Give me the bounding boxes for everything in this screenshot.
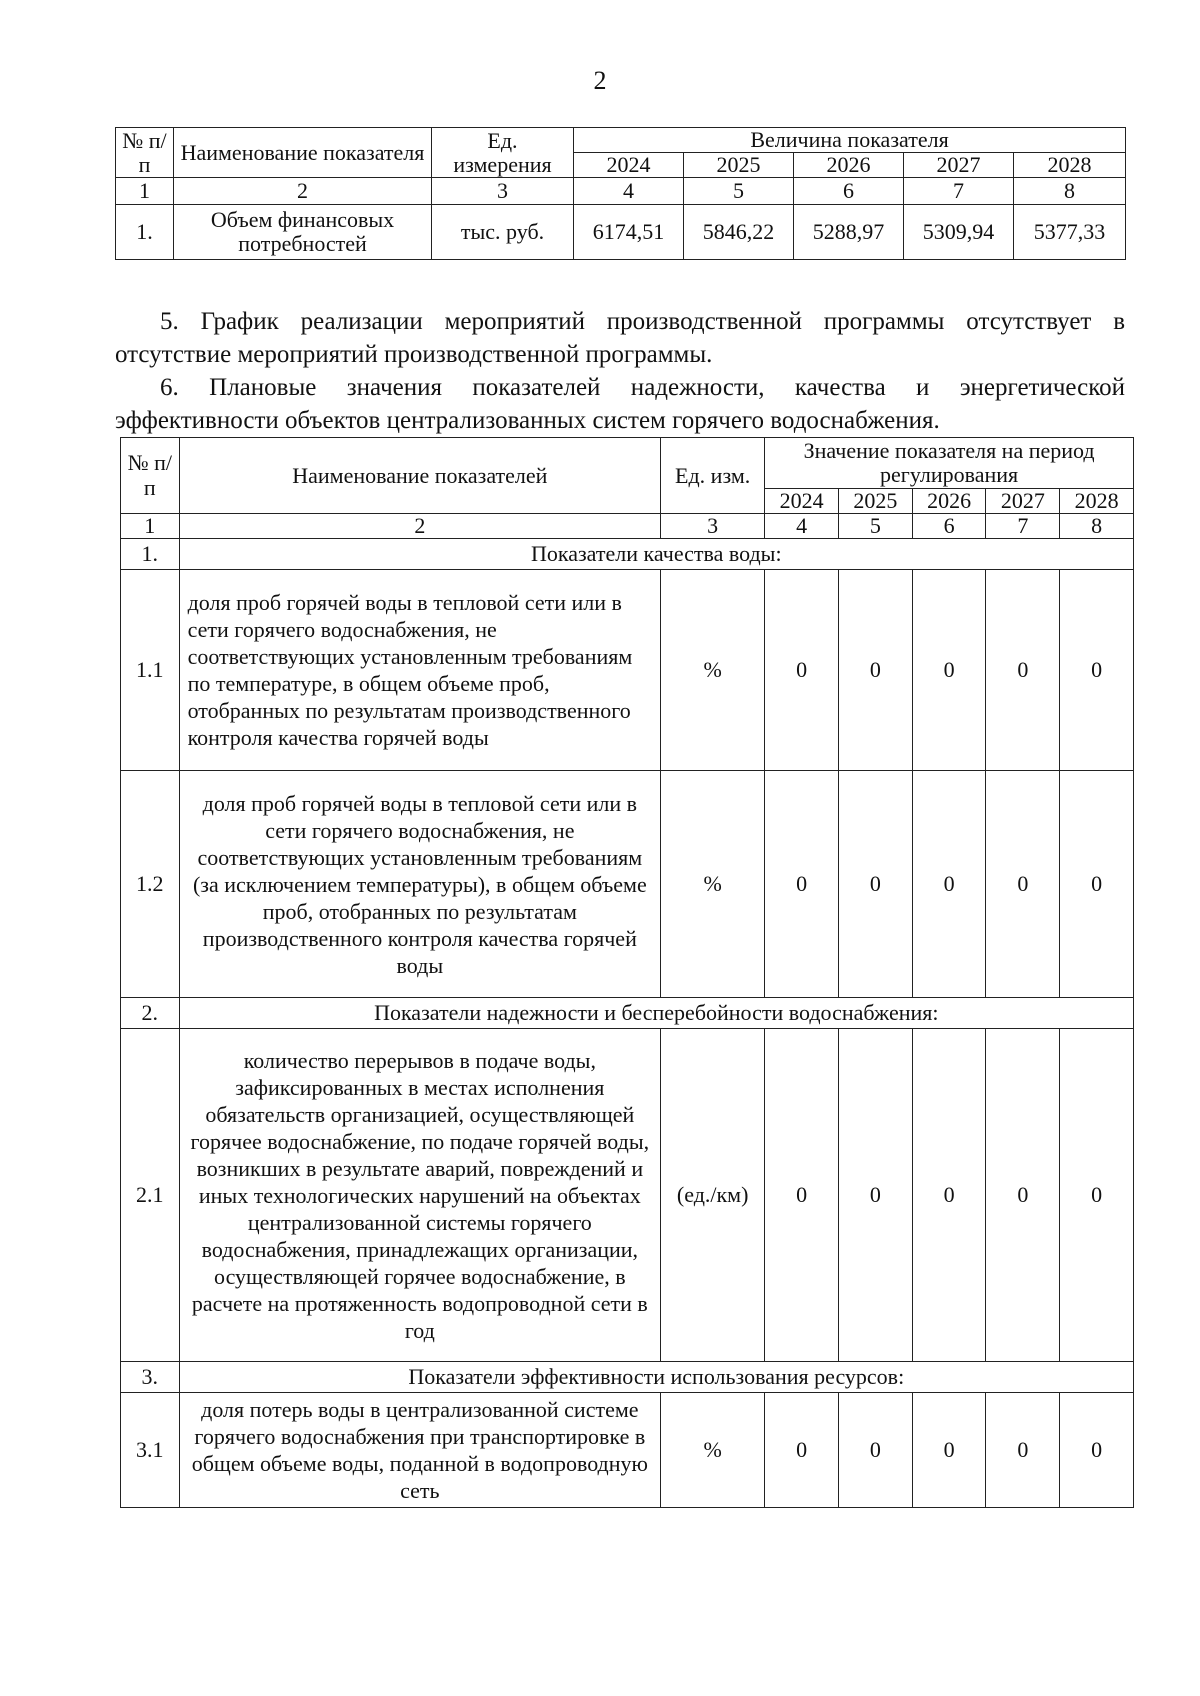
row-num: 1. <box>116 205 174 260</box>
body-text <box>115 305 1125 437</box>
col-number: 2 <box>179 514 661 539</box>
section-num: 1. <box>121 539 180 570</box>
section-row <box>121 998 1134 1029</box>
table-row <box>116 205 1126 260</box>
section-num: 2. <box>121 998 180 1029</box>
row-value: 0 <box>912 570 986 771</box>
header-name: Наименование показателя <box>174 128 432 178</box>
section-title: Показатели надежности и бесперебойности водоснабжения: <box>179 998 1133 1029</box>
row-num: 3.1 <box>121 1393 180 1508</box>
header-year: 2028 <box>1014 153 1126 178</box>
row-name: Объем финансовых потребностей <box>174 205 432 260</box>
row-value: 0 <box>1060 1393 1134 1508</box>
row-unit: % <box>661 570 765 771</box>
row-value: 0 <box>1060 771 1134 998</box>
header-year: 2028 <box>1060 489 1134 514</box>
header-year: 2027 <box>904 153 1014 178</box>
header-year: 2026 <box>912 489 986 514</box>
row-value: 0 <box>986 1029 1060 1362</box>
row-value: 0 <box>986 771 1060 998</box>
column-numbers-row <box>121 514 1134 539</box>
row-value: 0 <box>912 771 986 998</box>
col-number: 1 <box>121 514 180 539</box>
header-value: Величина показателя <box>574 128 1126 153</box>
paragraph-6: 6. Плановые значения показателей надежности, качества и энергетической эффективности объектов централизованных систем горячего водоснабжения. <box>115 374 1125 434</box>
row-value: 0 <box>765 570 839 771</box>
row-num: 1.2 <box>121 771 180 998</box>
row-value: 0 <box>986 1393 1060 1508</box>
header-num: № п/п <box>121 438 180 514</box>
header-num: № п/п <box>116 128 174 178</box>
header-year: 2024 <box>765 489 839 514</box>
financial-needs-table <box>115 127 1126 260</box>
col-number: 6 <box>912 514 986 539</box>
section-row <box>121 539 1134 570</box>
section-title: Показатели эффективности использования ресурсов: <box>179 1362 1133 1393</box>
row-value: 0 <box>765 1393 839 1508</box>
col-number: 7 <box>904 178 1014 205</box>
row-value: 5846,22 <box>684 205 794 260</box>
row-unit: % <box>661 1393 765 1508</box>
col-number: 3 <box>661 514 765 539</box>
row-value: 5309,94 <box>904 205 1014 260</box>
header-name: Наименование показателей <box>179 438 661 514</box>
table-row <box>121 570 1134 771</box>
row-value: 5288,97 <box>794 205 904 260</box>
header-year: 2024 <box>574 153 684 178</box>
col-number: 8 <box>1014 178 1126 205</box>
col-number: 3 <box>432 178 574 205</box>
col-number: 7 <box>986 514 1060 539</box>
table-row <box>121 1393 1134 1508</box>
header-year: 2025 <box>684 153 794 178</box>
paragraph-5: 5. График реализации мероприятий производственной программы отсутствует в отсутствие мероприятий производственной программы. <box>115 308 1125 368</box>
row-unit: (ед./км) <box>661 1029 765 1362</box>
row-value: 0 <box>765 771 839 998</box>
row-value: 0 <box>1060 570 1134 771</box>
header-value: Значение показателя на период регулирования <box>765 438 1134 489</box>
col-number: 5 <box>838 514 912 539</box>
row-value: 0 <box>838 771 912 998</box>
row-value: 0 <box>912 1393 986 1508</box>
col-number: 6 <box>794 178 904 205</box>
row-unit: тыс. руб. <box>432 205 574 260</box>
row-num: 1.1 <box>121 570 180 771</box>
col-number: 5 <box>684 178 794 205</box>
row-value: 6174,51 <box>574 205 684 260</box>
row-name: доля проб горячей воды в тепловой сети или в сети горячего водоснабжения, не соответствующих установленным требованиям (за исключением температуры), в общем объеме проб, отобранных по результатам производственного контроля качества горячей воды <box>179 771 661 998</box>
row-value: 0 <box>1060 1029 1134 1362</box>
section-title: Показатели качества воды: <box>179 539 1133 570</box>
col-number: 4 <box>765 514 839 539</box>
header-unit: Ед. изм. <box>661 438 765 514</box>
col-number: 8 <box>1060 514 1134 539</box>
row-value: 0 <box>912 1029 986 1362</box>
row-value: 0 <box>838 1393 912 1508</box>
section-row <box>121 1362 1134 1393</box>
row-value: 0 <box>986 570 1060 771</box>
row-value: 5377,33 <box>1014 205 1126 260</box>
page-number: 2 <box>593 66 607 95</box>
col-number: 1 <box>116 178 174 205</box>
col-number: 2 <box>174 178 432 205</box>
row-value: 0 <box>838 570 912 771</box>
section-num: 3. <box>121 1362 180 1393</box>
table-row <box>121 771 1134 998</box>
header-year: 2026 <box>794 153 904 178</box>
table-row <box>121 1029 1134 1362</box>
row-name: доля потерь воды в централизованной системе горячего водоснабжения при транспортировке в общем объеме воды, поданной в водопроводную сеть <box>179 1393 661 1508</box>
col-number: 4 <box>574 178 684 205</box>
row-unit: % <box>661 771 765 998</box>
row-num: 2.1 <box>121 1029 180 1362</box>
header-unit: Ед. измерения <box>432 128 574 178</box>
column-numbers-row <box>116 178 1126 205</box>
row-value: 0 <box>765 1029 839 1362</box>
header-year: 2025 <box>838 489 912 514</box>
row-name: количество перерывов в подаче воды, зафиксированных в местах исполнения обязательств организацией, осуществляющей горячее водоснабжение, по подаче горячей воды, возникших в результате аварий, повреждений и иных технологических нарушений на объектах централизованной системы горячего водоснабжения, принадлежащих организации, осуществляющей горячее водоснабжение, в расчете на протяженность водопроводной сети в год <box>179 1029 661 1362</box>
row-name: доля проб горячей воды в тепловой сети или в сети горячего водоснабжения, не соответствующих установленным требованиям по температуре, в общем объеме проб, отобранных по результатам производственного контроля качества горячей воды <box>179 570 661 771</box>
header-year: 2027 <box>986 489 1060 514</box>
indicators-table <box>120 437 1134 1508</box>
row-value: 0 <box>838 1029 912 1362</box>
